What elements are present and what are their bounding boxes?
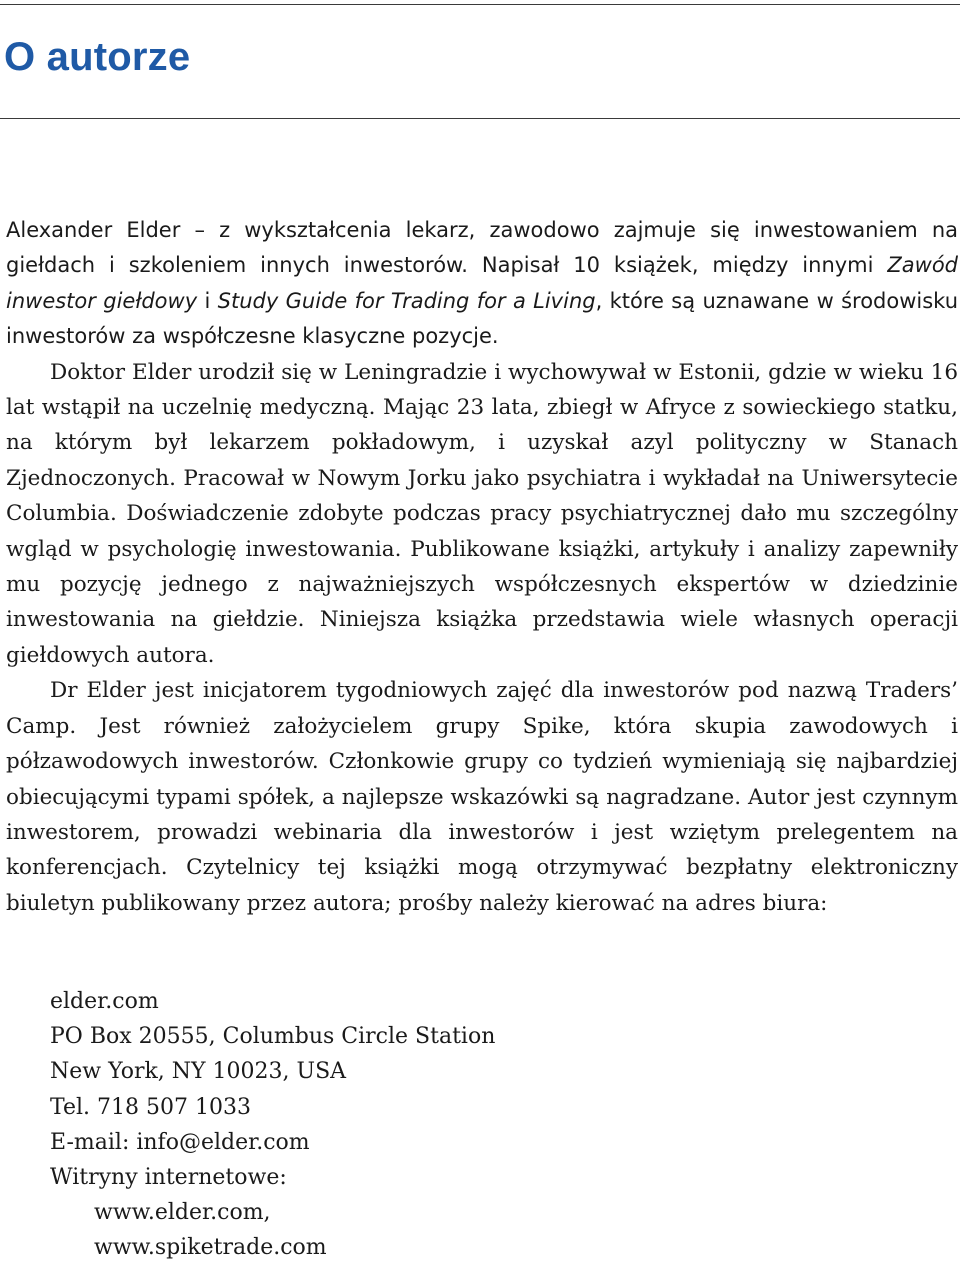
top-rule: [0, 4, 960, 5]
contact-websites-label: Witryny internetowe:: [50, 1165, 287, 1191]
page-title: O autorze: [4, 35, 191, 79]
contact-block: [50, 984, 495, 1266]
bio-intro-lead: Alexander Elder – z wykształcenia lekarz, zawodowo zajmuje się inwestowaniem na giełdach i szkoleniem innych inwestorów. Napisał 10 książek, między innymi: [6, 218, 958, 278]
contact-email: E-mail: info@elder.com: [50, 1129, 310, 1155]
book-title-zawod-inwestor: Zawód inwestor giełdowy: [6, 253, 958, 313]
contact-website-elder: www.elder.com,: [94, 1200, 271, 1226]
contact-website-spiketrade: www.spiketrade.com: [94, 1235, 327, 1261]
bio-paragraph-activity: Dr Elder jest inicjatorem tygodniowych zajęć dla inwestorów pod nazwą Traders’ Camp. Jest również założycielem grupy Spike, która skupia zawodowych i półzawodowych inwestorów. Członkowie grupy co tydzień wymieniają się najbardziej obiecującymi typami spółek, a najlepsze wskazówki są nagradzane. Autor jest czynnym inwestorem, prowadzi webinaria dla inwestorów i jest wziętym prelegentem na konferencjach. Czytelnicy tej książki mogą otrzymywać bezpłatny elektroniczny biuletyn publikowany przez autora; prośby należy kierować na adres biura:: [6, 678, 958, 916]
title-divider: [0, 118, 960, 119]
contact-phone: Tel. 718 507 1033: [50, 1094, 251, 1120]
contact-site: elder.com: [50, 989, 159, 1014]
bio-intro-and: i: [197, 288, 218, 313]
contact-city: New York, NY 10023, USA: [50, 1059, 347, 1085]
bio-paragraph-biography: Doktor Elder urodził się w Leningradzie i wychowywał w Estonii, gdzie w wieku 16 lat wstąpił na uczelnię medyczną. Mając 23 lata, zbiegł w Afryce z sowieckiego statku, na którym był lekarzem pokładowym, i uzyskał azyl polityczny w Stanach Zjednoczonych. Pracował w Nowym Jorku jako psychiatra i wykładał na Uniwersytecie Columbia. Doświadczenie zdobyte podczas pracy psychiatrycznej dało mu szczególny wgląd w psychologię inwestowania. Publikowane książki, artykuły i analizy zapewniły mu pozycję jednego z najważniejszych współczesnych ekspertów w dziedzinie inwestowania na giełdzie. Niniejsza książka przedstawia wiele własnych operacji giełdowych autora.: [6, 359, 958, 668]
contact-pobox: PO Box 20555, Columbus Circle Station: [50, 1024, 496, 1050]
bio-paragraph-intro: [6, 213, 958, 355]
author-bio: [6, 213, 958, 921]
book-title-study-guide: Study Guide for Trading for a Living: [217, 288, 596, 313]
bio-intro-tail: , które są uznawane w środowisku inwestorów za współczesne klasyczne pozycje.: [6, 288, 959, 349]
